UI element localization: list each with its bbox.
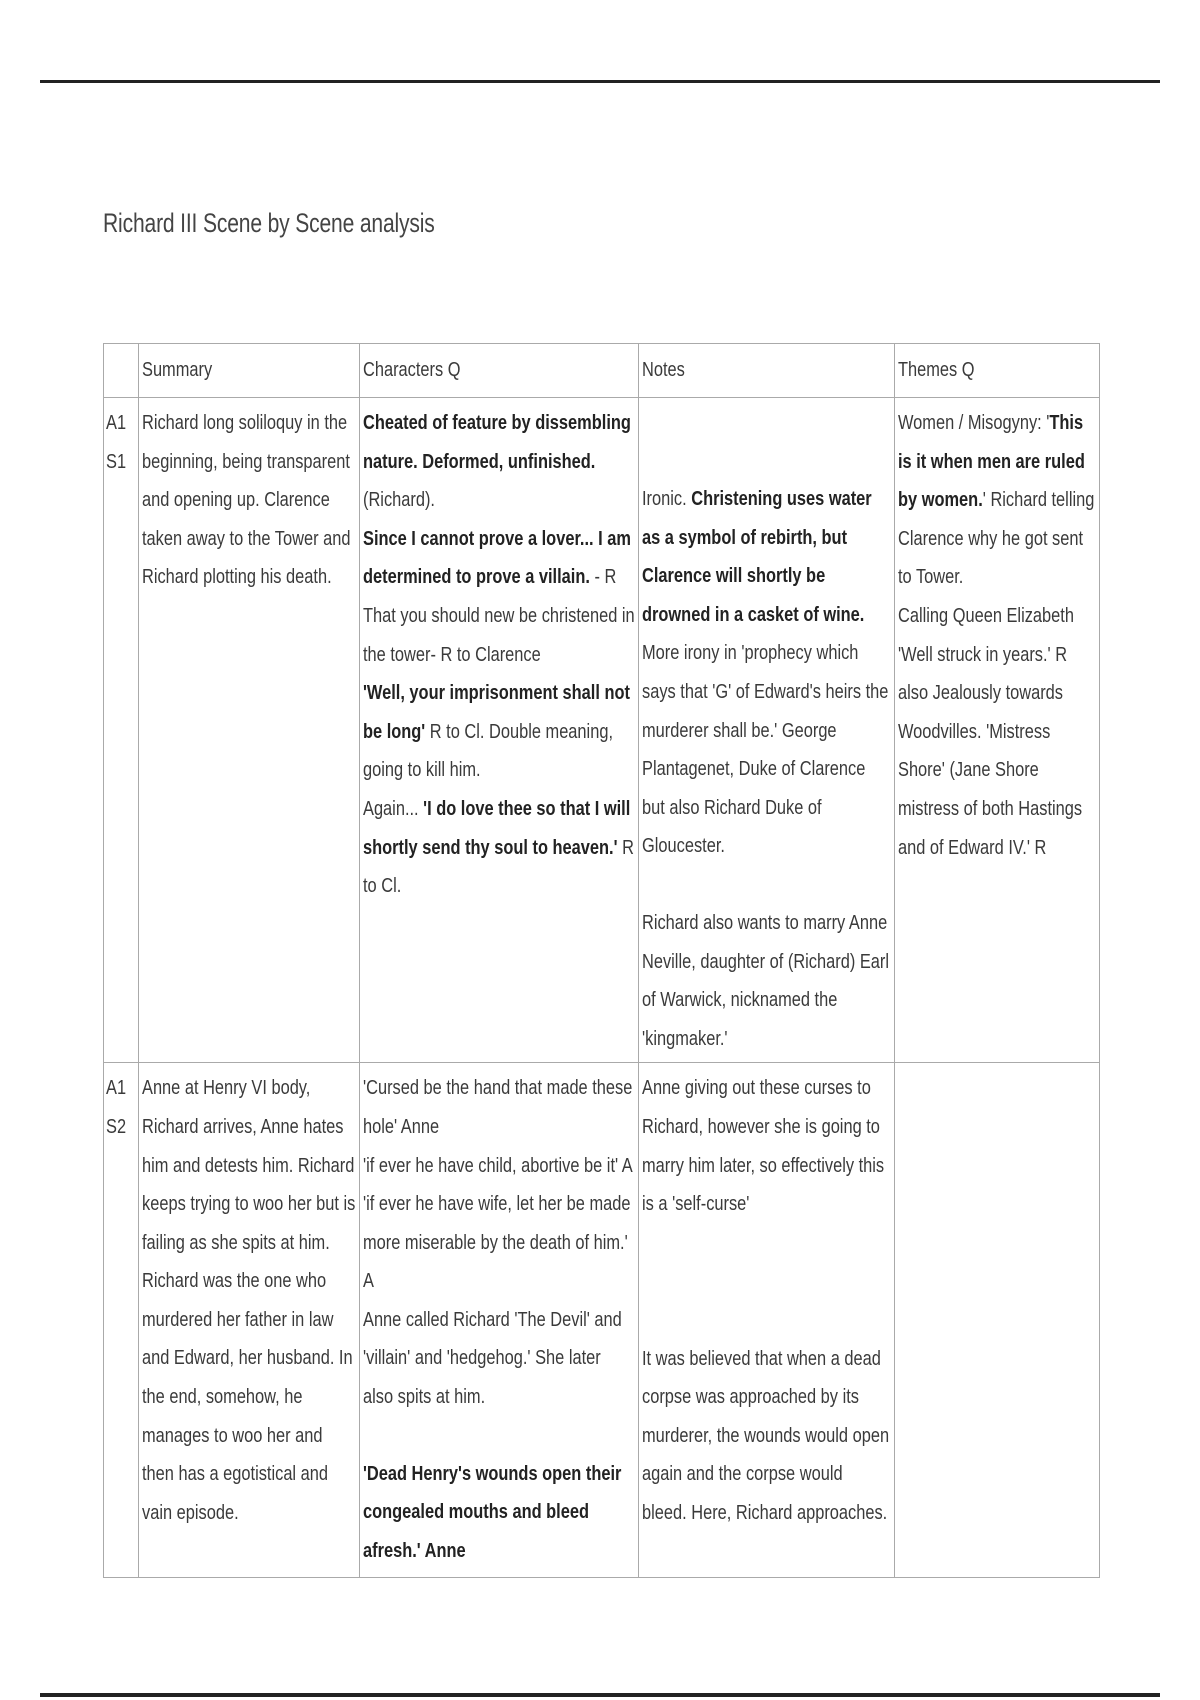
themes-cell xyxy=(895,398,1100,1063)
summary-cell xyxy=(139,398,360,1063)
scene-label-cell xyxy=(104,1063,139,1578)
note-paragraph: It was believed that when a dead corpse was approached by its murderer, the wounds would open again and the corpse would bleed. Here, Richard approaches. xyxy=(642,1346,890,1525)
theme-paragraph: Women / Misogyny: 'This is it when men are ruled by women.' Richard telling Clarence why he got sent to Tower. xyxy=(898,411,1095,589)
character-quote: Anne called Richard 'The Devil' and 'villain' and 'hedgehog.' She later also spits at him. xyxy=(363,1307,622,1409)
footer-rule xyxy=(40,1693,1160,1697)
table-header-row xyxy=(104,344,1100,398)
summary-text: Anne at Henry VI body, Richard arrives, Anne hates him and detests him. Richard keeps trying to woo her but is failing as she spits at him. Richard was the one who murdered her father in law and Edward, her husband. In the end, somehow, he manages to woo her and then has a egotistical and vain episode. xyxy=(142,1076,356,1524)
character-quote: 'Dead Henry's wounds open their congealed mouths and bleed afresh.' Anne xyxy=(363,1461,622,1562)
characters-cell xyxy=(360,398,639,1063)
header-cell-blank xyxy=(104,344,139,398)
character-quote: 'if ever he have child, abortive be it' A xyxy=(363,1153,633,1177)
spacer xyxy=(642,1224,891,1340)
scene-label: S1 xyxy=(106,449,127,473)
scene-analysis-table xyxy=(103,343,1100,1578)
scene-label: S2 xyxy=(106,1114,127,1138)
act-label: A1 xyxy=(106,411,127,434)
character-quote: Again... 'I do love thee so that I will shortly send thy soul to heaven.' R to Cl. xyxy=(363,796,634,898)
spacer xyxy=(642,442,891,480)
notes-cell xyxy=(639,398,895,1063)
character-quote: That you should new be christened in the tower- R to Clarence xyxy=(363,603,635,666)
character-quote: Since I cannot prove a lover... I am determined to prove a villain. - R xyxy=(363,526,631,589)
note-paragraph: Ironic. Christening uses water as a symbol of rebirth, but Clarence will shortly be drowned in a casket of wine. More irony in 'prophecy which says that 'G' of Edward's heirs the murderer shall be.' George Plantagenet, Duke of Clarence but also Richard Duke of Gloucester. xyxy=(642,487,889,858)
header-cell-themes: Themes Q xyxy=(895,344,1100,398)
spacer xyxy=(363,1417,635,1455)
header-cell-characters: Characters Q xyxy=(360,344,639,398)
note-paragraph: Richard also wants to marry Anne Neville, daughter of (Richard) Earl of Warwick, nicknamed the 'kingmaker.' xyxy=(642,910,890,1050)
table-row xyxy=(104,1063,1100,1578)
spacer xyxy=(642,404,891,442)
header-cell-notes: Notes xyxy=(639,344,895,398)
character-quote: Cheated of feature by dissembling nature. Deformed, unfinished. (Richard). xyxy=(363,411,631,512)
theme-paragraph: Calling Queen Elizabeth 'Well struck in years.' R also Jealously towards Woodvilles. 'Mistress Shore' (Jane Shore mistress of both Hastings and of Edward IV.' R xyxy=(898,603,1083,859)
summary-text: Richard long soliloquy in the beginning, being transparent and opening up. Clarence taken away to the Tower and Richard plotting his death. xyxy=(142,411,351,589)
page-title: Richard III Scene by Scene analysis xyxy=(103,208,435,238)
spacer xyxy=(642,866,891,904)
character-quote: 'Cursed be the hand that made these hole' Anne xyxy=(363,1076,633,1138)
header-cell-summary: Summary xyxy=(139,344,360,398)
scene-label-cell xyxy=(104,398,139,1063)
characters-cell xyxy=(360,1063,639,1578)
header-rule xyxy=(40,80,1160,83)
summary-cell xyxy=(139,1063,360,1578)
character-quote: 'if ever he have wife, let her be made more miserable by the death of him.' A xyxy=(363,1192,631,1293)
themes-cell xyxy=(895,1063,1100,1578)
notes-cell xyxy=(639,1063,895,1578)
character-quote: 'Well, your imprisonment shall not be long' R to Cl. Double meaning, going to kill him. xyxy=(363,681,630,782)
note-paragraph: Anne giving out these curses to Richard, however she is going to marry him later, so effectively this is a 'self-curse' xyxy=(642,1076,885,1216)
table-row xyxy=(104,398,1100,1063)
act-label: A1 xyxy=(106,1076,127,1100)
